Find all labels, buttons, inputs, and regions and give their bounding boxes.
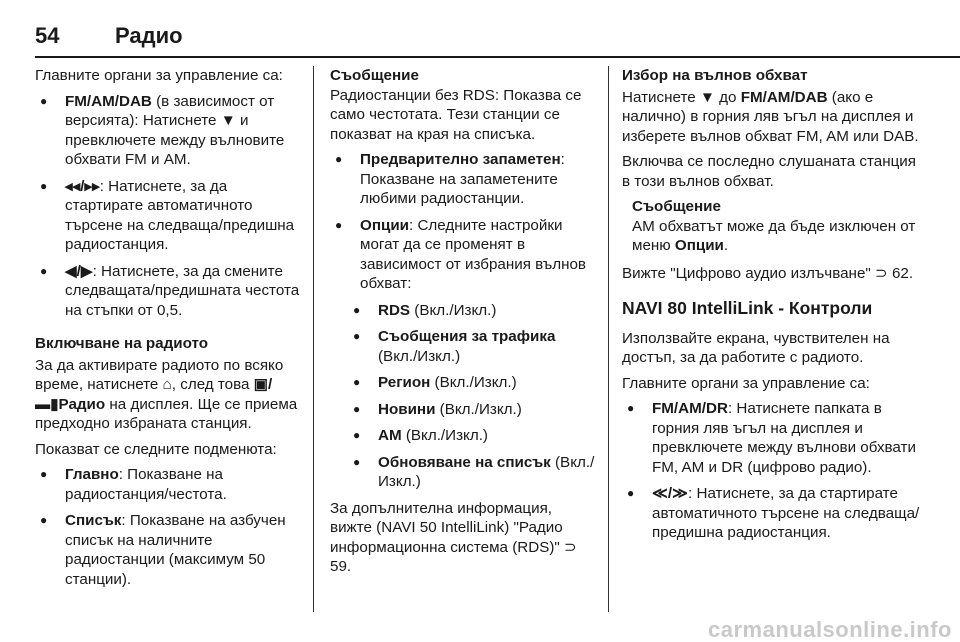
control-name: ≪/≫	[652, 485, 689, 502]
note-block	[622, 197, 922, 256]
list-item	[348, 373, 595, 393]
control-name: FM/AM/DR	[652, 400, 728, 417]
controls-intro: Главните органи за управление са:	[622, 374, 870, 392]
option-state: (Вкл./Изкл.)	[378, 347, 461, 365]
submenu-description: : Показване на запаметените любими радиостанции.	[360, 151, 565, 207]
option-state: (Вкл./Изкл.)	[430, 374, 517, 391]
column-divider-1	[313, 66, 314, 612]
band-text: Натиснете ▼ до	[622, 88, 741, 106]
control-description: : Натиснете папката в горния ляв ъгъл на дисплея и превключете между вълнови обхвати FM, AM и DR (цифрово радио).	[652, 400, 916, 476]
column-1	[35, 66, 300, 596]
media-icon: ▣	[253, 376, 269, 393]
list-item	[348, 301, 595, 321]
list-item	[330, 150, 595, 209]
section-intro: Използвайте екрана, чувствителен на достъп, за да работите с радиото.	[622, 329, 890, 366]
band-heading: Избор на вълнов обхват	[622, 67, 808, 84]
options-list	[348, 301, 595, 492]
submenu-name: Главно	[65, 466, 119, 483]
band-paragraph	[622, 88, 922, 147]
activation-text: , след това	[171, 376, 254, 393]
activation-paragraph	[35, 356, 300, 434]
control-description: : Натиснете, за да стартирате автоматичното търсене на следваща/предишна радиостанция.	[652, 485, 920, 541]
page-number: 54	[35, 23, 60, 48]
list-item	[348, 426, 595, 446]
band-label: FM/AM/DAB	[740, 88, 828, 106]
option-name: RDS	[378, 301, 411, 319]
list-item	[348, 327, 595, 366]
submenu-name: Списък	[65, 512, 122, 529]
page-header	[0, 0, 960, 58]
controls-list	[622, 399, 922, 543]
list-item	[35, 465, 300, 504]
submenus-list	[35, 465, 300, 589]
control-description: (в зависимост от версията): Натиснете ▼ и превключете между вълновите обхвати FM и AM.	[65, 92, 285, 168]
list-item	[35, 511, 300, 589]
column-divider-2	[608, 66, 609, 612]
control-name: ◀/▶	[65, 262, 93, 280]
option-name: Регион	[378, 374, 431, 391]
list-item	[622, 484, 922, 543]
home-icon: ⌂	[162, 376, 172, 393]
see-also-paragraph: Вижте "Цифрово аудио излъчване" ⊃ 62.	[622, 264, 914, 282]
more-info-paragraph: За допълнителна информация, вижте (NAVI 50 IntelliLink) "Радио информационна система (RDS)" ⊃ 59.	[330, 499, 577, 575]
option-name: Съобщения за трафика	[378, 328, 556, 345]
option-state: (Вкл./Изкл.)	[435, 400, 522, 418]
list-item	[348, 400, 595, 420]
list-item	[622, 399, 922, 477]
band-text: (ако е налично) в горния ляв ъгъл на дисплея и изберете вълнов обхват FM, AM или DAB.	[622, 88, 919, 145]
option-name: Новини	[378, 400, 436, 418]
header-divider	[35, 56, 960, 58]
note-title: Съобщение	[632, 198, 721, 215]
submenu-name: Опции	[360, 216, 409, 234]
option-state: (Вкл./Изкл.)	[401, 427, 488, 444]
list-item	[330, 216, 595, 294]
list-item	[35, 92, 300, 170]
note-text-part: .	[723, 237, 729, 254]
control-name: FM/AM/DAB	[65, 92, 152, 110]
option-name: Обновяване на списък	[378, 453, 551, 471]
submenus-intro: Показват се следните подменюта:	[35, 440, 277, 458]
submenus-list-continued	[330, 150, 595, 294]
submenu-name: Предварително запаметен	[360, 151, 561, 168]
controls-list	[35, 92, 300, 321]
note-text	[632, 217, 922, 256]
activation-text: За да активирате радиото по всяко време, натиснете	[35, 356, 284, 393]
controls-intro: Главните органи за управление са:	[35, 67, 283, 84]
section-heading: NAVI 80 IntelliLink - Контроли	[622, 298, 873, 318]
column-2	[330, 66, 595, 583]
submenu-description: : Показване на азбучен списък на наличните радиостанции (максимум 50 станции).	[65, 512, 286, 588]
note-text: Радиостанции без RDS: Показва се само честотата. Тези станции се показват на края на списъка.	[330, 86, 582, 143]
note-text-part: AM обхватът може да бъде изключен от меню	[632, 217, 916, 254]
page-title: Радио	[115, 23, 183, 48]
control-description: : Натиснете, за да стартирате автоматичното търсене на следваща/предишна радиостанция.	[65, 177, 295, 253]
submenu-description: : Следните настройки могат да се променят в зависимост от избрания вълнов обхват:	[360, 216, 586, 292]
note-title: Съобщение	[330, 67, 419, 84]
control-name: ◂◂/▸▸	[65, 177, 100, 195]
radio-menu-label: /▬▮Радио	[35, 376, 273, 413]
options-menu-label: Опции	[674, 237, 724, 254]
control-description: : Натиснете, за да смените следващата/предишната честота на стъпки от 0,5.	[65, 262, 300, 319]
list-item	[348, 453, 595, 492]
option-state: (Вкл./Изкл.)	[378, 453, 595, 490]
band-paragraph-2: Включва се последно слушаната станция в този вълнов обхват.	[622, 153, 917, 190]
option-name: AM	[378, 427, 402, 444]
submenu-description: : Показване на радиостанция/честота.	[65, 466, 227, 503]
list-item	[35, 262, 300, 321]
activation-text: на дисплея. Ще се приема предходно избраната станция.	[35, 395, 298, 432]
list-item	[35, 177, 300, 255]
column-3	[622, 66, 922, 550]
option-state: (Вкл./Изкл.)	[410, 301, 497, 319]
activation-heading: Включване на радиото	[35, 335, 208, 352]
watermark: carmanualsonline.info	[708, 616, 952, 642]
